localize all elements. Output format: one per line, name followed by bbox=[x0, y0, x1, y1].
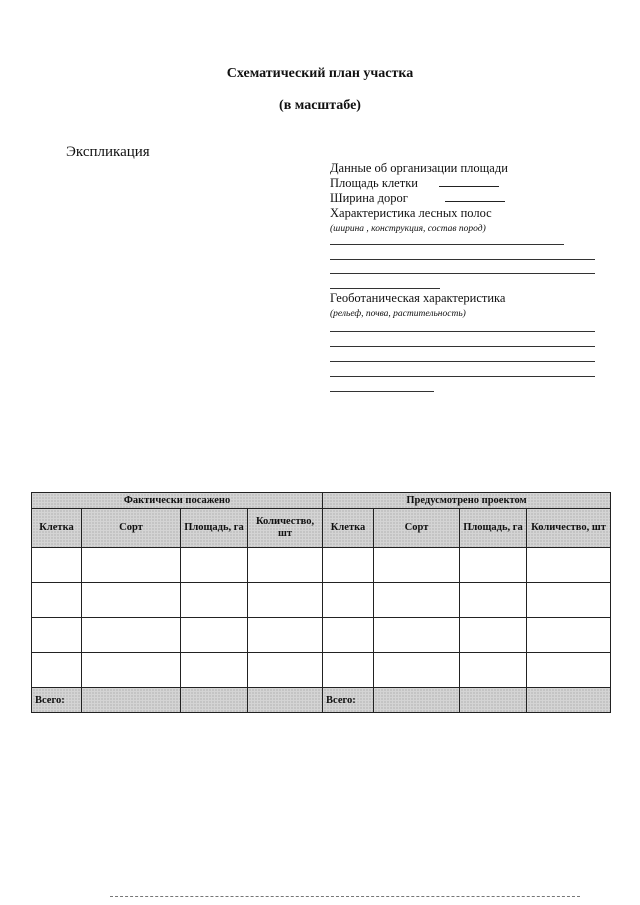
table-cell[interactable] bbox=[527, 548, 611, 583]
table-cell[interactable] bbox=[82, 618, 181, 653]
org-data-heading: Данные об организации площади bbox=[330, 161, 508, 175]
table-cell[interactable] bbox=[181, 548, 248, 583]
cell-area-row bbox=[330, 176, 499, 191]
table-cell[interactable] bbox=[460, 583, 527, 618]
explication-label: Экспликация bbox=[66, 144, 150, 160]
table-cell[interactable] bbox=[82, 548, 181, 583]
table-cell[interactable] bbox=[181, 618, 248, 653]
geo-line-4[interactable] bbox=[330, 376, 595, 377]
table-cell[interactable] bbox=[248, 653, 323, 688]
table-cell[interactable] bbox=[248, 583, 323, 618]
geo-line-3[interactable] bbox=[330, 361, 595, 362]
cell-area-blank[interactable] bbox=[439, 185, 499, 187]
group-actual-header: Фактически посажено bbox=[32, 493, 323, 509]
col-header-quantity-actual: Количество, шт bbox=[248, 509, 323, 548]
col-header-cell-actual: Клетка bbox=[32, 509, 82, 548]
table-cell[interactable] bbox=[248, 548, 323, 583]
page-subtitle: (в масштабе) bbox=[279, 98, 361, 113]
total-cell[interactable] bbox=[82, 688, 181, 713]
total-label-actual: Всего: bbox=[32, 688, 82, 713]
forest-strips-label: Характеристика лесных полос bbox=[330, 206, 492, 220]
table-cell[interactable] bbox=[374, 618, 460, 653]
table-cell[interactable] bbox=[32, 618, 82, 653]
forest-strips-line-4[interactable] bbox=[330, 288, 440, 289]
table-cell[interactable] bbox=[527, 583, 611, 618]
table-cell[interactable] bbox=[323, 618, 374, 653]
table-cell[interactable] bbox=[248, 618, 323, 653]
total-cell[interactable] bbox=[374, 688, 460, 713]
table-row bbox=[32, 618, 611, 653]
planting-table bbox=[31, 492, 611, 713]
table-cell[interactable] bbox=[323, 583, 374, 618]
table-cell[interactable] bbox=[32, 653, 82, 688]
table-cell[interactable] bbox=[181, 653, 248, 688]
col-header-quantity-planned: Количество, шт bbox=[527, 509, 611, 548]
geo-line-1[interactable] bbox=[330, 331, 595, 332]
col-header-area-planned: Площадь, га bbox=[460, 509, 527, 548]
geo-line-5[interactable] bbox=[330, 391, 434, 392]
total-cell[interactable] bbox=[460, 688, 527, 713]
table-cell[interactable] bbox=[82, 653, 181, 688]
col-header-cell-planned: Клетка bbox=[323, 509, 374, 548]
total-cell[interactable] bbox=[181, 688, 248, 713]
table-cell[interactable] bbox=[374, 548, 460, 583]
footer-rule bbox=[110, 896, 580, 897]
geo-hint: (рельеф, почва, растительность) bbox=[330, 309, 466, 319]
road-width-label: Ширина дорог bbox=[330, 191, 408, 205]
geo-line-2[interactable] bbox=[330, 346, 595, 347]
table-cell[interactable] bbox=[323, 548, 374, 583]
table-cell[interactable] bbox=[323, 653, 374, 688]
table-cell[interactable] bbox=[460, 618, 527, 653]
table-row bbox=[32, 583, 611, 618]
table-cell[interactable] bbox=[181, 583, 248, 618]
road-width-blank[interactable] bbox=[445, 200, 505, 202]
group-planned-header: Предусмотрено проектом bbox=[323, 493, 611, 509]
total-cell[interactable] bbox=[527, 688, 611, 713]
total-label-planned: Всего: bbox=[323, 688, 374, 713]
page-title: Схематический план участка bbox=[226, 66, 414, 81]
table-cell[interactable] bbox=[32, 548, 82, 583]
total-cell[interactable] bbox=[248, 688, 323, 713]
cell-area-label: Площадь клетки bbox=[330, 176, 418, 190]
col-header-variety-actual: Сорт bbox=[82, 509, 181, 548]
table-cell[interactable] bbox=[374, 583, 460, 618]
table-cell[interactable] bbox=[460, 548, 527, 583]
forest-strips-line-1[interactable] bbox=[330, 244, 564, 245]
forest-strips-line-3[interactable] bbox=[330, 273, 595, 274]
table-cell[interactable] bbox=[527, 618, 611, 653]
table-cell[interactable] bbox=[460, 653, 527, 688]
table-cell[interactable] bbox=[82, 583, 181, 618]
forest-strips-hint: (ширина , конструкция, состав пород) bbox=[330, 224, 486, 234]
road-width-row bbox=[330, 191, 505, 206]
table-row bbox=[32, 653, 611, 688]
col-header-area-actual: Площадь, га bbox=[181, 509, 248, 548]
geo-heading: Геоботаническая характеристика bbox=[330, 291, 506, 305]
table-cell[interactable] bbox=[32, 583, 82, 618]
table-row bbox=[32, 548, 611, 583]
table-cell[interactable] bbox=[374, 653, 460, 688]
col-header-variety-planned: Сорт bbox=[374, 509, 460, 548]
forest-strips-line-2[interactable] bbox=[330, 259, 595, 260]
table-cell[interactable] bbox=[527, 653, 611, 688]
